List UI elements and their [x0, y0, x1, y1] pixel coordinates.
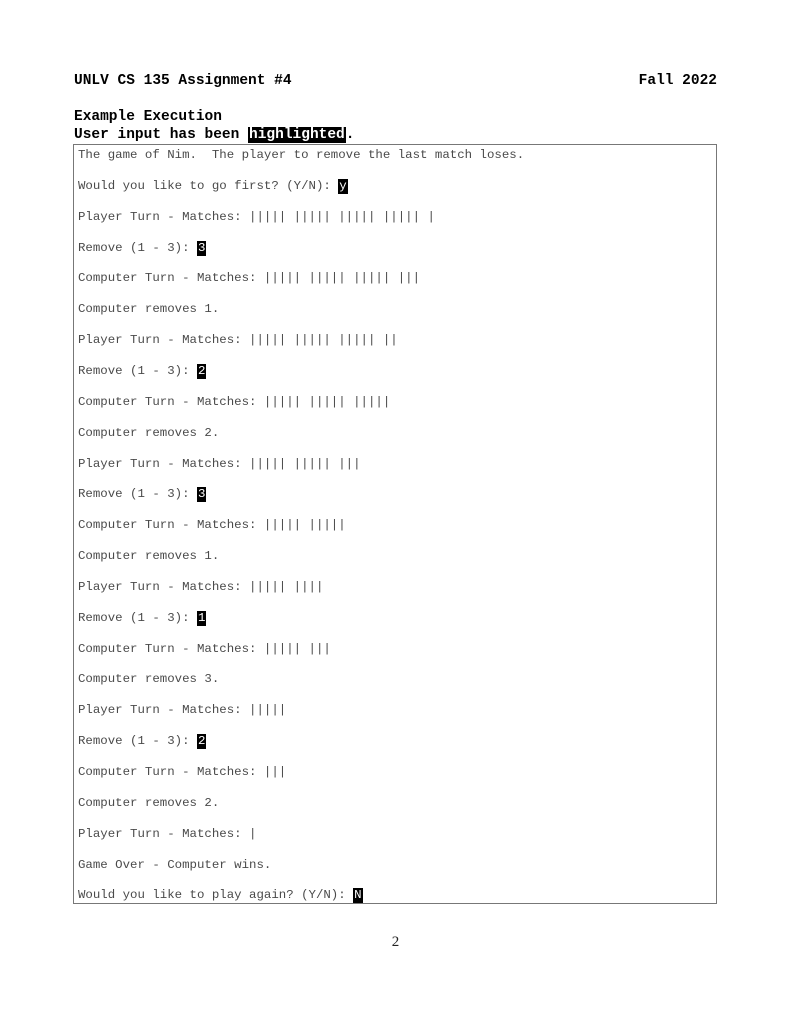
terminal-line	[78, 549, 219, 564]
user-input-highlight: 3	[197, 240, 206, 255]
terminal-line	[78, 271, 420, 286]
terminal-line	[78, 395, 390, 410]
user-input-highlight: 2	[197, 734, 206, 749]
terminal-line	[78, 364, 206, 379]
note-suffix: .	[345, 127, 355, 143]
terminal-line	[78, 611, 206, 626]
page-header	[74, 72, 717, 90]
highlight-note	[74, 126, 354, 144]
terminal-line	[78, 179, 348, 194]
terminal-line-text: Would you like to play again? (Y/N):	[78, 888, 354, 903]
term-label: Fall 2022	[638, 73, 717, 89]
terminal-line	[78, 241, 206, 256]
intro-section	[74, 108, 354, 144]
terminal-line	[78, 148, 524, 163]
terminal-line	[78, 888, 363, 903]
user-input-highlight: 1	[197, 610, 206, 625]
terminal-line	[78, 858, 271, 873]
terminal-line-text: Player Turn - Matches: ||||| ||||| ||||| ||	[78, 333, 398, 348]
terminal-line-text: Player Turn - Matches: |	[78, 826, 257, 841]
note-prefix: User input has been	[74, 127, 249, 143]
terminal-line	[78, 487, 206, 502]
terminal-line	[78, 457, 361, 472]
terminal-line-text: Remove (1 - 3):	[78, 734, 197, 749]
user-input-highlight: y	[339, 178, 347, 193]
terminal-line-text: Remove (1 - 3):	[78, 363, 197, 378]
terminal-line-text: Player Turn - Matches: ||||| ||||| ||||| ||||| |	[78, 209, 435, 224]
course-title: UNLV CS 135 Assignment #4	[74, 73, 292, 89]
terminal-line-text: Would you like to go first? (Y/N):	[78, 178, 339, 193]
terminal-line-text: Computer Turn - Matches: ||||| |||	[78, 641, 331, 656]
terminal-line-text: Game Over - Computer wins.	[78, 857, 272, 872]
terminal-line	[78, 333, 398, 348]
terminal-line	[78, 827, 256, 842]
terminal-line	[78, 734, 206, 749]
user-input-highlight: 2	[197, 363, 206, 378]
note-highlight: highlighted	[249, 127, 345, 143]
terminal-line-text: Computer removes 1.	[78, 549, 220, 564]
terminal-line	[78, 580, 323, 595]
terminal-line-text: The game of Nim. The player to remove the last match loses.	[78, 148, 525, 162]
terminal-line	[78, 426, 219, 441]
terminal-line	[78, 302, 219, 317]
page-number: 2	[391, 934, 400, 950]
terminal-line-text: Computer removes 2.	[78, 425, 220, 440]
terminal-line-text: Computer removes 1.	[78, 302, 220, 317]
terminal-line	[78, 796, 219, 811]
terminal-line-text: Remove (1 - 3):	[78, 610, 197, 625]
user-input-highlight: N	[354, 888, 362, 903]
user-input-highlight: 3	[197, 487, 206, 502]
terminal-line-text: Player Turn - Matches: ||||| ||||	[78, 579, 324, 594]
terminal-line-text: Computer Turn - Matches: ||||| ||||| |||||	[78, 394, 391, 409]
terminal-line	[78, 765, 286, 780]
terminal-line-text: Computer Turn - Matches: ||||| |||||	[78, 518, 346, 533]
terminal-line-text: Computer removes 2.	[78, 795, 220, 810]
terminal-line	[78, 703, 286, 718]
terminal-line	[78, 210, 435, 225]
terminal-line	[78, 672, 219, 687]
terminal-line-text: Player Turn - Matches: ||||| ||||| |||	[78, 456, 361, 471]
terminal-line	[78, 642, 331, 657]
terminal-line-text: Remove (1 - 3):	[78, 240, 197, 255]
terminal-line-text: Computer Turn - Matches: ||||| ||||| ||||| |||	[78, 271, 421, 286]
section-heading: Example Execution	[74, 109, 222, 125]
terminal-line	[78, 518, 346, 533]
terminal-output-box	[73, 144, 717, 904]
terminal-line-text: Player Turn - Matches: |||||	[78, 703, 287, 718]
terminal-line-text: Computer removes 3.	[78, 672, 220, 687]
terminal-line-text: Computer Turn - Matches: |||	[78, 765, 287, 779]
terminal-line-text: Remove (1 - 3):	[78, 487, 197, 502]
